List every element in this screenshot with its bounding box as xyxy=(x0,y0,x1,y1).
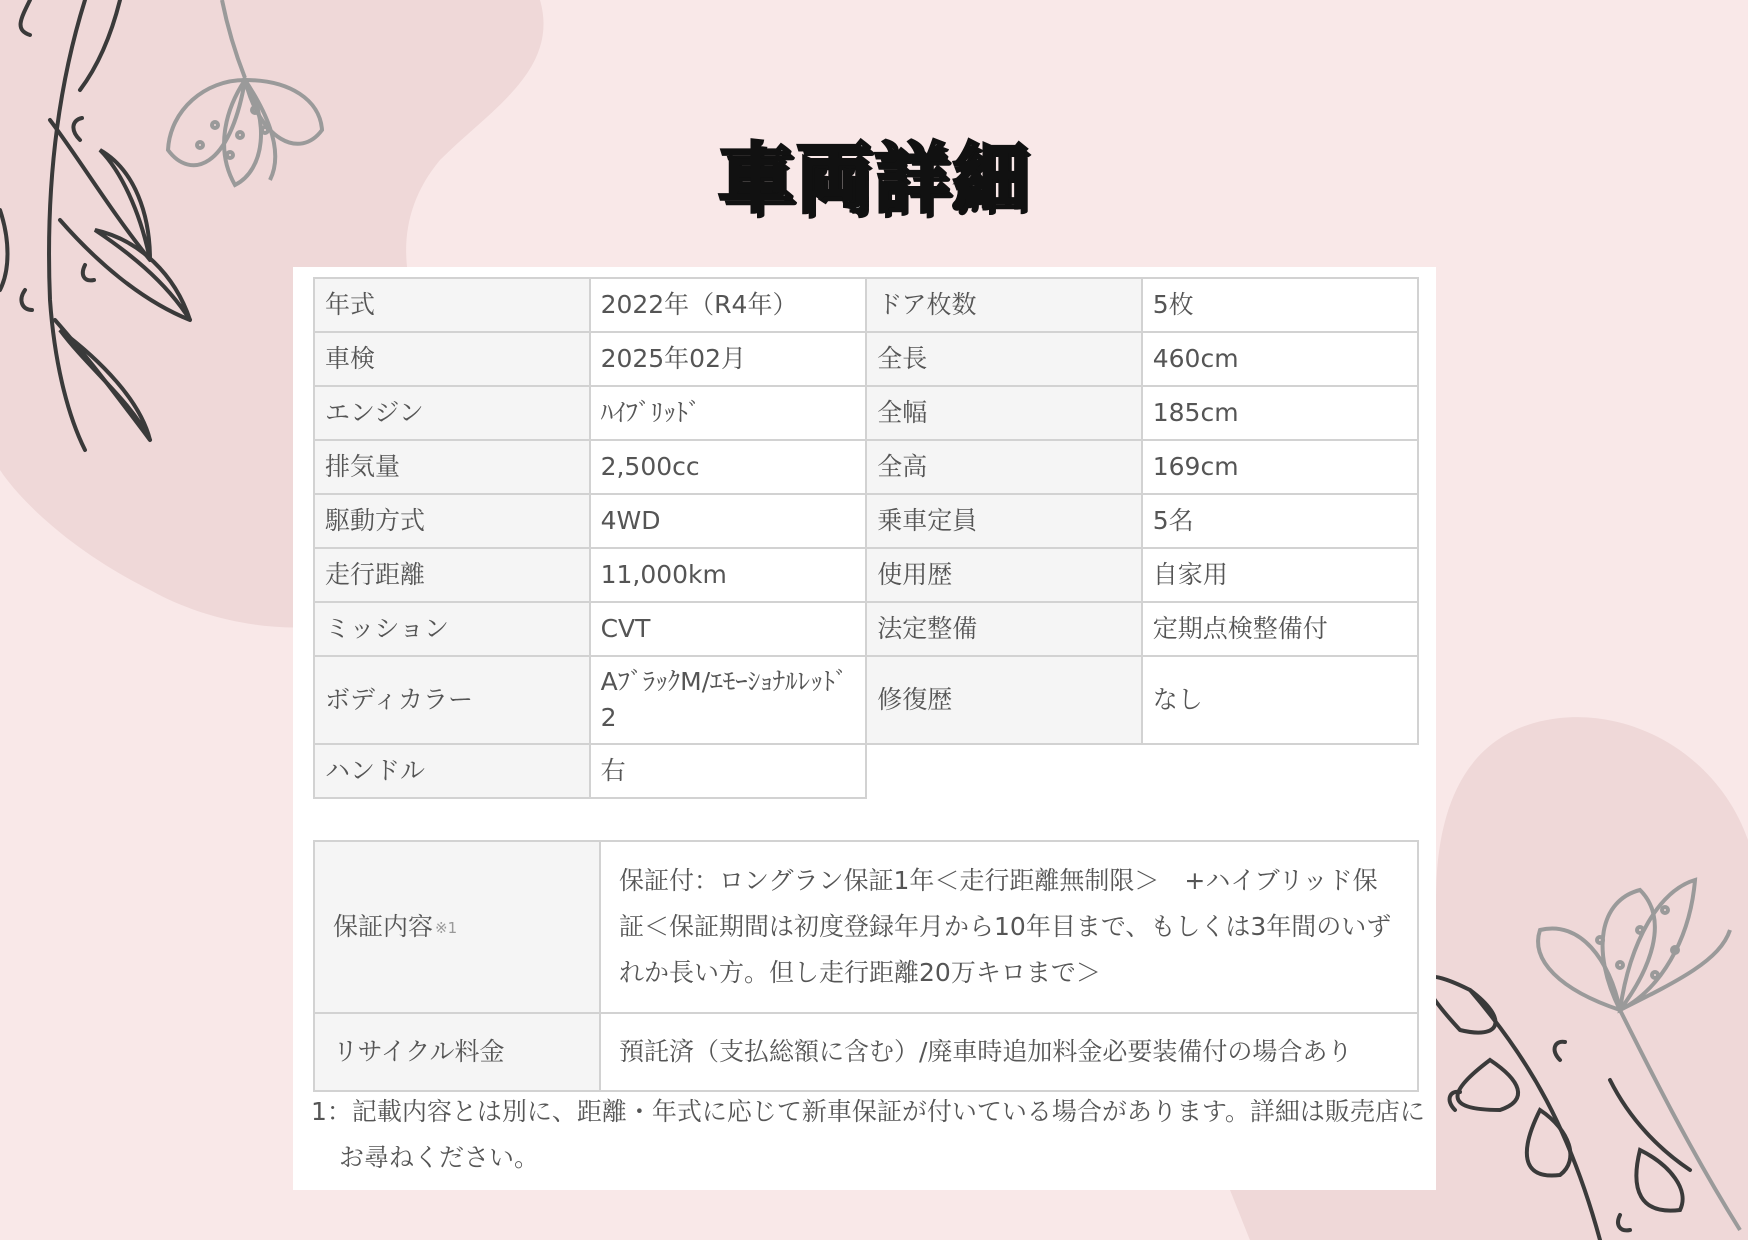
empty-cell xyxy=(1142,744,1418,798)
table-row xyxy=(314,602,1418,656)
details-panel xyxy=(293,267,1436,1190)
spec-value: 185cm xyxy=(1142,386,1418,440)
spec-value: 460cm xyxy=(1142,332,1418,386)
spec-value: 自家用 xyxy=(1142,548,1418,602)
spec-label: エンジン xyxy=(314,386,590,440)
table-row xyxy=(314,656,1418,744)
spec-label: 車検 xyxy=(314,332,590,386)
table-row xyxy=(314,548,1418,602)
warranty-note-mark: ※1 xyxy=(435,918,458,937)
recycle-label: リサイクル料金 xyxy=(314,1013,600,1091)
spec-value: 5枚 xyxy=(1142,278,1418,332)
table-row xyxy=(314,386,1418,440)
warranty-table xyxy=(313,840,1419,1092)
spec-label: ミッション xyxy=(314,602,590,656)
spec-label: 年式 xyxy=(314,278,590,332)
spec-label: 使用歴 xyxy=(866,548,1142,602)
spec-label: 修復歴 xyxy=(866,656,1142,744)
spec-value: 2,500cc xyxy=(590,440,867,494)
warranty-value: 保証付：ロングラン保証1年＜走行距離無制限＞ +ハイブリッド保証＜保証期間は初度登録年月から10年目まで、もしくは3年間のいずれか長い方。但し走行距離20万キロまで＞ xyxy=(600,841,1418,1013)
spec-value: AﾌﾞﾗｯｸM/ｴﾓｰｼｮﾅﾙﾚｯﾄﾞ2 xyxy=(590,656,867,744)
page-title: 車両詳細 xyxy=(718,134,1030,223)
spec-value: 2025年02月 xyxy=(590,332,867,386)
spec-value: なし xyxy=(1142,656,1418,744)
spec-value: 169cm xyxy=(1142,440,1418,494)
spec-value: 定期点検整備付 xyxy=(1142,602,1418,656)
table-row xyxy=(314,494,1418,548)
spec-value: 5名 xyxy=(1142,494,1418,548)
spec-value: ﾊｲﾌﾞﾘｯﾄﾞ xyxy=(590,386,867,440)
table-row xyxy=(314,1013,1418,1091)
spec-label: 排気量 xyxy=(314,440,590,494)
footnote: 1：記載内容とは別に、距離・年式に応じて新車保証が付いている場合があります。詳細は販売店にお尋ねください。 xyxy=(311,1097,1425,1172)
spec-value: 2022年（R4年） xyxy=(590,278,867,332)
spec-value: 右 xyxy=(590,744,867,798)
table-row xyxy=(314,332,1418,386)
table-row xyxy=(314,841,1418,1013)
spec-label: 法定整備 xyxy=(866,602,1142,656)
spec-label: 乗車定員 xyxy=(866,494,1142,548)
spec-label: 走行距離 xyxy=(314,548,590,602)
empty-cell xyxy=(866,744,1142,798)
spec-label: 駆動方式 xyxy=(314,494,590,548)
recycle-value: 預託済（支払総額に含む）/廃車時追加料金必要装備付の場合あり xyxy=(600,1013,1418,1091)
spec-label: 全高 xyxy=(866,440,1142,494)
spec-label: 全長 xyxy=(866,332,1142,386)
table-row xyxy=(314,744,1418,798)
warranty-label-cell xyxy=(314,841,600,1013)
spec-value: 4WD xyxy=(590,494,867,548)
table-row xyxy=(314,440,1418,494)
warranty-label: 保証内容 xyxy=(333,911,434,941)
spec-label: ボディカラー xyxy=(314,656,590,744)
spec-value: CVT xyxy=(590,602,867,656)
spec-table xyxy=(313,277,1419,799)
spec-value: 11,000km xyxy=(590,548,867,602)
table-row xyxy=(314,278,1418,332)
spec-label: ハンドル xyxy=(314,744,590,798)
spec-label: 全幅 xyxy=(866,386,1142,440)
spec-label: ドア枚数 xyxy=(866,278,1142,332)
